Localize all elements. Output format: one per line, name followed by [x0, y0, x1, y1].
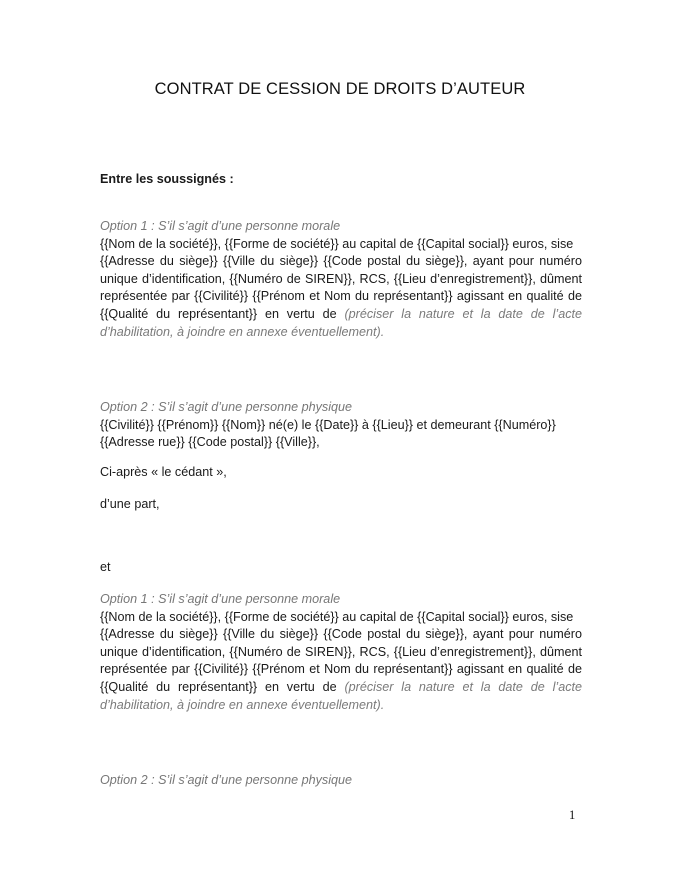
party1-option1-body-text: {{Adresse du siège}} {{Ville du siège}} {{Code postal du siège}}, ayant pour numéro unique d’identification, {{Numéro de SIREN}}, RCS, {{Lieu d’enregistrement}}, dûment représentée par {{Civilité}} {{Prénom et Nom du représentant}} agissant en qualité de {{Qualité du représentant}} en vertu de	[100, 254, 582, 321]
connector-block	[100, 559, 582, 577]
party2-option2-label: Option 2 : S’il s’agit d’une personne physique	[100, 773, 353, 787]
parties-heading: Entre les soussignés :	[100, 172, 234, 186]
party1-option2-body: {{Civilité}} {{Prénom}} {{Nom}} né(e) le {{Date}} à {{Lieu}} et demeurant {{Numéro}} {{Adresse rue}} {{Code postal}} {{Ville}},	[100, 417, 556, 450]
party2-option1-line1: {{Nom de la société}}, {{Forme de société}} au capital de {{Capital social}} euros, sise	[100, 609, 574, 624]
document-title: CONTRAT DE CESSION DE DROITS D’AUTEUR	[154, 80, 526, 98]
party1-designation-block	[100, 464, 582, 482]
party1-option2	[100, 399, 582, 452]
connector-text: et	[100, 560, 111, 574]
page-number: 1	[569, 808, 576, 822]
party2-option2	[100, 772, 582, 790]
party1-option1	[100, 218, 582, 341]
party2-option1-body-text: {{Adresse du siège}} {{Ville du siège}} {{Code postal du siège}}, ayant pour numéro unique d’identification, {{Numéro de SIREN}}, RCS, {{Lieu d’enregistrement}}, dûment représentée par {{Civilité}} {{Prénom et Nom du représentant}} agissant en qualité de {{Qualité du représentant}} en vertu de	[100, 627, 582, 694]
party2-option1-note: (préciser la nature et la date de l’acte d’habilitation, à joindre en annexe éventuellement).	[100, 679, 583, 712]
party2-option1-label: Option 1 : S’il s’agit d’une personne morale	[100, 592, 341, 606]
party1-designation: Ci-après « le cédant »,	[100, 465, 227, 479]
party2-option1-body	[100, 626, 582, 714]
party1-option1-label: Option 1 : S’il s’agit d’une personne morale	[100, 219, 341, 233]
party1-option1-note: (préciser la nature et la date de l’acte d’habilitation, à joindre en annexe éventuellement).	[100, 306, 583, 339]
party1-option1-body	[100, 253, 582, 341]
party2-option1	[100, 591, 582, 714]
party1-option1-line1: {{Nom de la société}}, {{Forme de société}} au capital de {{Capital social}} euros, sise	[100, 236, 574, 251]
parties-heading-block	[100, 171, 582, 189]
party1-option2-label: Option 2 : S’il s’agit d’une personne physique	[100, 400, 353, 414]
party1-part: d’une part,	[100, 497, 160, 511]
party1-part-block	[100, 496, 582, 514]
